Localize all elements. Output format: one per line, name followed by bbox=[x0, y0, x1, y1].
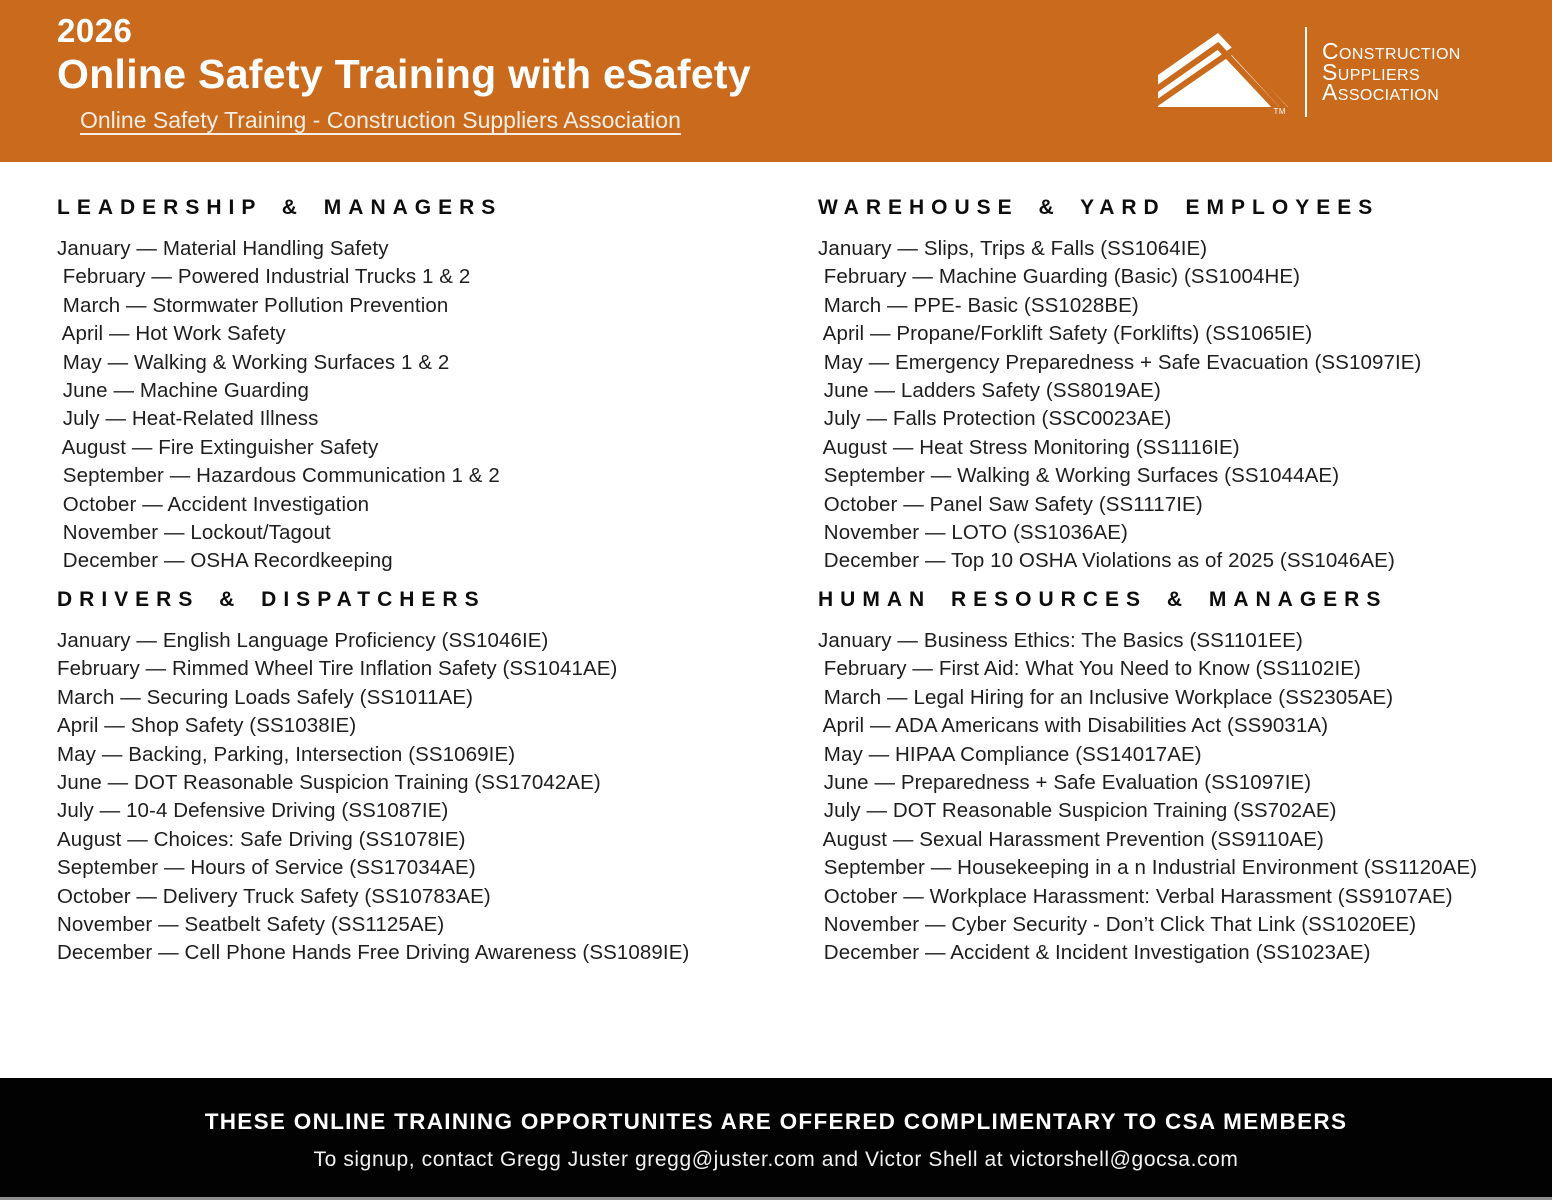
trademark-mark: TM bbox=[1273, 107, 1286, 116]
training-item: September — Hazardous Communication 1 & 2 bbox=[57, 464, 500, 488]
section-drivers-dispatchers bbox=[57, 588, 787, 968]
section-warehouse-yard-employees bbox=[818, 196, 1548, 576]
training-item: January — English Language Proficiency (SS1046IE) bbox=[57, 629, 549, 652]
training-item: February — Machine Guarding (Basic) (SS1004HE) bbox=[818, 265, 1301, 289]
section-title: WAREHOUSE & YARD EMPLOYEES bbox=[818, 196, 1380, 219]
section-leadership-managers bbox=[57, 196, 787, 576]
section-title: LEADERSHIP & MANAGERS bbox=[57, 196, 503, 219]
footer-banner bbox=[0, 1078, 1552, 1197]
training-item: December — Top 10 OSHA Violations as of 2025 (SS1046AE) bbox=[818, 549, 1395, 573]
training-item: July — Falls Protection (SSC0023AE) bbox=[818, 407, 1172, 431]
training-item: October — Delivery Truck Safety (SS10783AE) bbox=[57, 884, 491, 908]
logo-divider bbox=[1305, 27, 1307, 117]
header-banner bbox=[0, 0, 1552, 162]
section-human-resources-managers bbox=[818, 588, 1548, 968]
training-item: August — Choices: Safe Driving (SS1078IE) bbox=[57, 827, 466, 851]
training-item: November — LOTO (SS1036AE) bbox=[818, 521, 1128, 545]
training-item: August — Fire Extinguisher Safety bbox=[57, 435, 379, 459]
training-item: January — Material Handling Safety bbox=[57, 237, 389, 260]
logo-wordmark bbox=[1322, 38, 1461, 106]
training-item: July — DOT Reasonable Suspicion Training (SS702AE) bbox=[818, 799, 1337, 823]
training-item: December — OSHA Recordkeeping bbox=[57, 549, 393, 573]
training-item: August — Heat Stress Monitoring (SS1116IE) bbox=[818, 435, 1240, 459]
training-item: October — Panel Saw Safety (SS1117IE) bbox=[818, 492, 1203, 516]
training-item: December — Cell Phone Hands Free Driving Awareness (SS1089IE) bbox=[57, 941, 690, 965]
training-item: May — Walking & Working Surfaces 1 & 2 bbox=[57, 350, 450, 374]
section-title: HUMAN RESOURCES & MANAGERS bbox=[818, 588, 1388, 611]
training-item: April — Shop Safety (SS1038IE) bbox=[57, 714, 357, 738]
footer-headline: THESE ONLINE TRAINING OPPORTUNITES ARE OFFERED COMPLIMENTARY TO CSA MEMBERS bbox=[204, 1109, 1348, 1134]
training-item: November — Lockout/Tagout bbox=[57, 521, 331, 545]
training-item: January — Slips, Trips & Falls (SS1064IE) bbox=[818, 237, 1208, 260]
training-item: September — Walking & Working Surfaces (SS1044AE) bbox=[818, 464, 1340, 488]
training-item: March — Stormwater Pollution Prevention bbox=[57, 293, 449, 317]
training-item: December — Accident & Incident Investigation (SS1023AE) bbox=[818, 941, 1371, 965]
training-link[interactable]: Online Safety Training - Construction Suppliers Association bbox=[80, 107, 681, 133]
section-title: DRIVERS & DISPATCHERS bbox=[57, 588, 486, 611]
csa-logo bbox=[1158, 26, 1461, 118]
logo-word-suppliers: Suppliers bbox=[1322, 58, 1421, 85]
training-item: September — Housekeeping in a n Industrial Environment (SS1120AE) bbox=[818, 856, 1478, 880]
training-item: April — Hot Work Safety bbox=[57, 322, 286, 346]
training-item: July — Heat-Related Illness bbox=[57, 407, 319, 431]
header-text-block bbox=[57, 12, 751, 134]
training-item: June — Machine Guarding bbox=[57, 379, 309, 403]
training-item: November — Cyber Security - Don’t Click That Link (SS1020EE) bbox=[818, 913, 1417, 937]
training-item: May — HIPAA Compliance (SS14017AE) bbox=[818, 742, 1202, 766]
training-item: June — DOT Reasonable Suspicion Training (SS17042AE) bbox=[57, 771, 601, 795]
training-item: July — 10-4 Defensive Driving (SS1087IE) bbox=[57, 799, 449, 823]
training-item: May — Emergency Preparedness + Safe Evacuation (SS1097IE) bbox=[818, 350, 1422, 374]
training-item: November — Seatbelt Safety (SS1125AE) bbox=[57, 913, 445, 937]
training-item: September — Hours of Service (SS17034AE) bbox=[57, 856, 476, 880]
training-item: August — Sexual Harassment Prevention (SS9110AE) bbox=[818, 827, 1324, 851]
csa-roof-icon bbox=[1158, 26, 1288, 118]
logo-word-construction: Construction bbox=[1322, 38, 1461, 65]
training-item: January — Business Ethics: The Basics (SS1101EE) bbox=[818, 629, 1303, 652]
training-list bbox=[818, 235, 1548, 576]
footer-contact-info: To signup, contact Gregg Juster gregg@juster.com and Victor Shell at victorshell@gocsa.com bbox=[313, 1148, 1239, 1171]
page-title: Online Safety Training with eSafety bbox=[57, 51, 751, 97]
year-heading: 2026 bbox=[57, 12, 133, 49]
training-item: October — Workplace Harassment: Verbal Harassment (SS9107AE) bbox=[818, 884, 1453, 908]
training-item: October — Accident Investigation bbox=[57, 492, 370, 516]
training-item: March — Securing Loads Safely (SS1011AE) bbox=[57, 685, 474, 709]
logo-word-association: Association bbox=[1322, 79, 1440, 106]
training-item: March — PPE- Basic (SS1028BE) bbox=[818, 293, 1139, 317]
training-item: June — Ladders Safety (SS8019AE) bbox=[818, 379, 1161, 403]
training-list bbox=[57, 627, 787, 968]
training-item: February — First Aid: What You Need to Know (SS1102IE) bbox=[818, 657, 1361, 681]
training-list bbox=[57, 235, 787, 576]
training-item: February — Powered Industrial Trucks 1 & 2 bbox=[57, 265, 471, 289]
training-item: April — Propane/Forklift Safety (Forklifts) (SS1065IE) bbox=[818, 322, 1313, 346]
training-item: February — Rimmed Wheel Tire Inflation Safety (SS1041AE) bbox=[57, 657, 618, 681]
training-item: March — Legal Hiring for an Inclusive Workplace (SS2305AE) bbox=[818, 685, 1394, 709]
training-item: May — Backing, Parking, Intersection (SS1069IE) bbox=[57, 742, 516, 766]
training-list bbox=[818, 627, 1548, 968]
training-item: April — ADA Americans with Disabilities Act (SS9031A) bbox=[818, 714, 1329, 738]
training-item: June — Preparedness + Safe Evaluation (SS1097IE) bbox=[818, 771, 1312, 795]
